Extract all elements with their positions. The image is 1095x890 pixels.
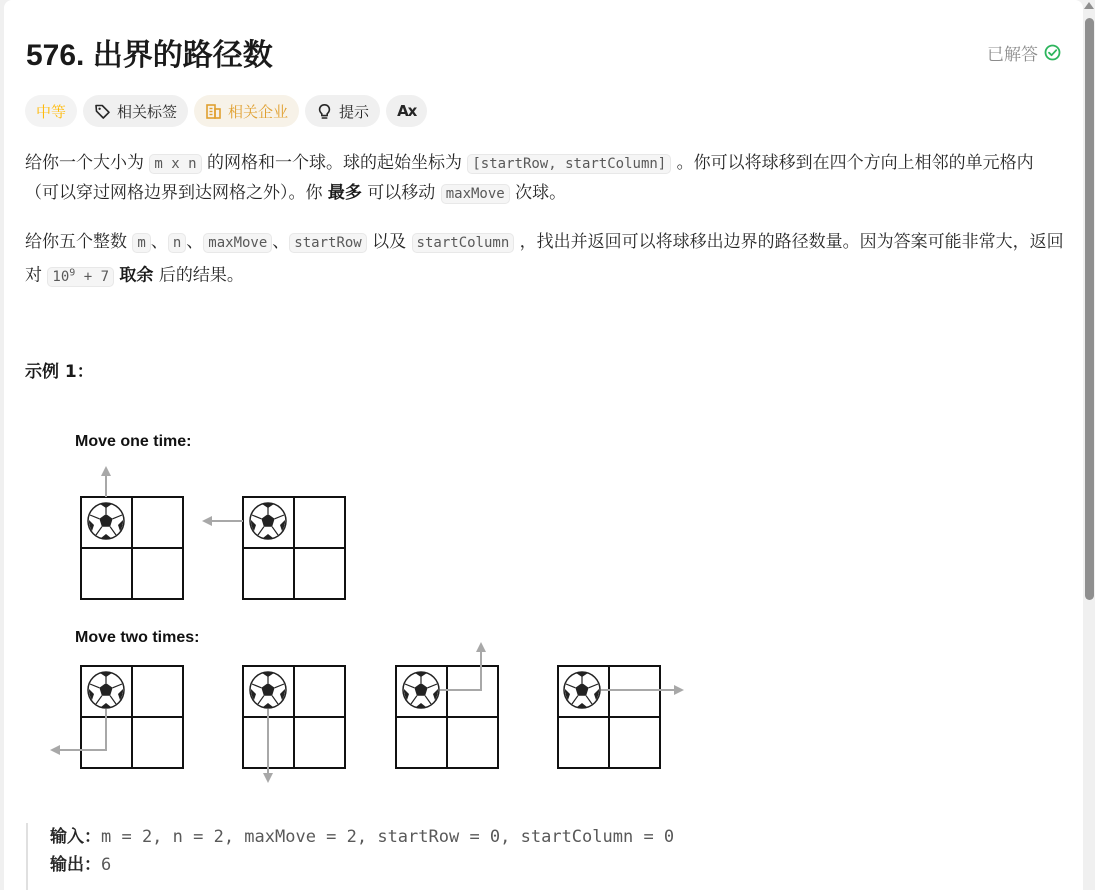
hints-button[interactable]: [305, 95, 380, 127]
bold-text: 最多: [327, 183, 362, 203]
code-part: 10: [52, 268, 70, 285]
lightbulb-icon: [316, 103, 333, 120]
inline-code: n: [168, 233, 186, 253]
inline-code: m: [132, 233, 150, 253]
difficulty-badge[interactable]: [25, 95, 77, 127]
check-circle-icon: [1044, 44, 1061, 61]
inline-code: m x n: [149, 154, 201, 174]
translate-icon: Ax: [397, 102, 417, 120]
difficulty-label: 中等: [36, 102, 67, 121]
example-io-block: [26, 823, 926, 890]
topics-tag-button[interactable]: [83, 95, 188, 127]
text-span: 。你可以将球移到在四个方向上相邻的单元格内（可以穿过网格边界到达网格之外）。你: [25, 153, 1034, 203]
grid-one-move-up: [81, 468, 183, 599]
grid-two-moves-down-left: [52, 666, 183, 768]
hints-label: 提示: [339, 102, 370, 121]
description-paragraph-2: [25, 228, 1065, 292]
grid-two-moves-right-right: [558, 666, 682, 768]
grid-two-moves-down-down: [243, 666, 345, 781]
inline-code: startRow: [289, 233, 366, 253]
text-span: 可以移动: [361, 183, 441, 203]
text-span: 的网格和一个球。球的起始坐标为: [201, 153, 468, 173]
text-span: 、: [150, 232, 168, 252]
output-label: 输出：: [50, 855, 101, 875]
problem-panel: [4, 0, 1083, 890]
code-part: + 7: [75, 268, 110, 285]
text-span: 次球。: [509, 183, 567, 203]
translate-button[interactable]: [386, 95, 427, 127]
tag-bar: [25, 95, 427, 127]
example-figure: [4, 420, 764, 800]
inline-code: maxMove: [441, 184, 510, 204]
figure-label-one-move: Move one time:: [75, 433, 192, 450]
scrollbar-thumb[interactable]: [1085, 18, 1094, 600]
problem-title: 576. 出界的路径数: [26, 39, 273, 72]
description-paragraph-1: [25, 149, 1065, 209]
bold-text: 取余: [119, 265, 154, 286]
tag-icon: [94, 103, 111, 120]
companies-tag-label: 相关企业: [228, 102, 289, 121]
example-heading: 示例 1：: [25, 362, 94, 382]
text-span: 给你五个整数: [25, 232, 133, 252]
inline-code: maxMove: [203, 233, 272, 253]
code-superscript: 9: [69, 267, 76, 278]
input-label: 输入：: [50, 827, 101, 847]
text-span: 、: [272, 232, 290, 252]
building-icon: [205, 103, 222, 120]
inline-code-mod: [47, 267, 114, 287]
output-value: 6: [101, 855, 112, 875]
solved-label: 已解答: [987, 45, 1038, 65]
text-span: 、: [186, 232, 204, 252]
inline-code: startColumn: [412, 233, 515, 253]
scroll-up-arrow-icon[interactable]: [1084, 2, 1094, 9]
text-span: 后的结果。: [153, 265, 244, 286]
topics-tag-label: 相关标签: [117, 102, 178, 121]
example-input-line: [50, 823, 926, 851]
figure-label-two-moves: Move two times:: [75, 629, 200, 646]
grid-one-move-left: [204, 497, 345, 599]
example-output-line: [50, 851, 926, 879]
solved-status: [987, 40, 1061, 65]
companies-tag-button[interactable]: [194, 95, 299, 127]
text-span: ，找出并返回可以将球移出边界的路径数量。因为答案可能非常大，返回对: [25, 232, 1064, 286]
inline-code: [startRow, startColumn]: [467, 154, 671, 174]
scrollbar-track[interactable]: [1083, 0, 1095, 890]
grid-two-moves-right-up: [396, 644, 498, 768]
input-value: m = 2, n = 2, maxMove = 2, startRow = 0, startColumn = 0: [101, 827, 675, 847]
text-span: 以及: [366, 232, 412, 252]
text-span: 给你一个大小为: [25, 153, 150, 173]
